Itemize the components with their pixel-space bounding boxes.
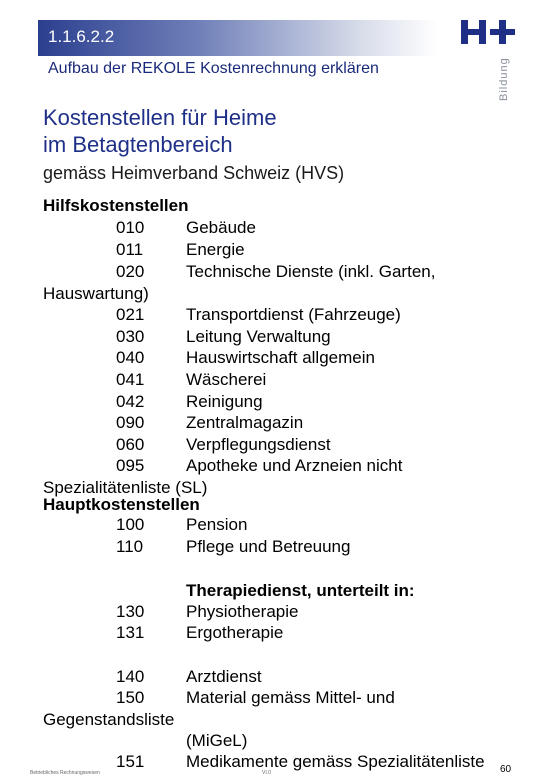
section-heading-hilfs: Hilfskostenstellen [43,196,189,215]
item-code: 090 [116,413,145,432]
item-code: 110 [116,537,144,556]
item-label: Ergotherapie [186,623,284,642]
item-code: 151 [116,752,145,771]
page-number: 60 [500,764,512,775]
item-code: 095 [116,456,145,475]
page-title [43,104,277,158]
footer-version: VI.0 [262,770,271,776]
source-line: gemäss Heimverband Schweiz (HVS) [43,163,345,183]
item-code: 140 [116,667,145,686]
item-label: Technische Dienste (inkl. Garten, [186,262,436,281]
item-code: 150 [116,688,145,707]
item-code: 030 [116,327,145,346]
item-label: Pension [186,515,248,534]
item-label: Material gemäss Mittel- und [186,688,395,707]
footer-left: Betriebliches Rechnungswesen [30,770,100,776]
title-line-2: im Betagtenbereich [43,132,233,157]
item-label: Verpflegungsdienst [186,435,331,454]
item-label: Transportdienst (Fahrzeuge) [186,305,401,324]
item-code: 131 [116,623,145,642]
item-label: Physiotherapie [186,602,299,621]
item-code: 040 [116,348,145,367]
item-code: 011 [116,240,144,259]
item-code: 020 [116,262,145,281]
item-label: Pflege und Betreuung [186,537,351,556]
item-continuation: Hauswartung) [43,284,149,303]
item-label: Arztdienst [186,667,262,686]
item-label: Wäscherei [186,370,267,389]
item-label: Zentralmagazin [186,413,304,432]
item-code: 130 [116,602,145,621]
section-heading-haupt: Hauptkostenstellen [43,495,200,514]
item-label: Energie [186,240,245,259]
item-continuation: Spezialitätenliste (SL) [43,478,208,497]
item-continuation: Gegenstandsliste [43,710,175,729]
item-label: Gebäude [186,218,256,237]
item-label: Hauswirtschaft allgemein [186,348,375,367]
item-label: Medikamente gemäss Spezialitätenliste [186,752,485,771]
item-code: 060 [116,435,145,454]
title-line-1: Kostenstellen für Heime [43,105,277,130]
item-code: 041 [116,370,145,389]
item-label: Leitung Verwaltung [186,327,331,346]
item-code: 021 [116,305,145,324]
item-code: 010 [116,218,145,237]
section-code: 1.1.6.2.2 [48,27,115,46]
header-subtitle: Aufbau der REKOLE Kostenrechnung erklären [48,60,379,77]
item-code: 042 [116,392,145,411]
item-label: Reinigung [186,392,263,411]
item-label: Apotheke und Arzneien nicht [186,456,403,475]
hplus-logo-icon [459,18,519,48]
side-label: Bildung [498,57,510,101]
item-code: 100 [116,515,145,534]
